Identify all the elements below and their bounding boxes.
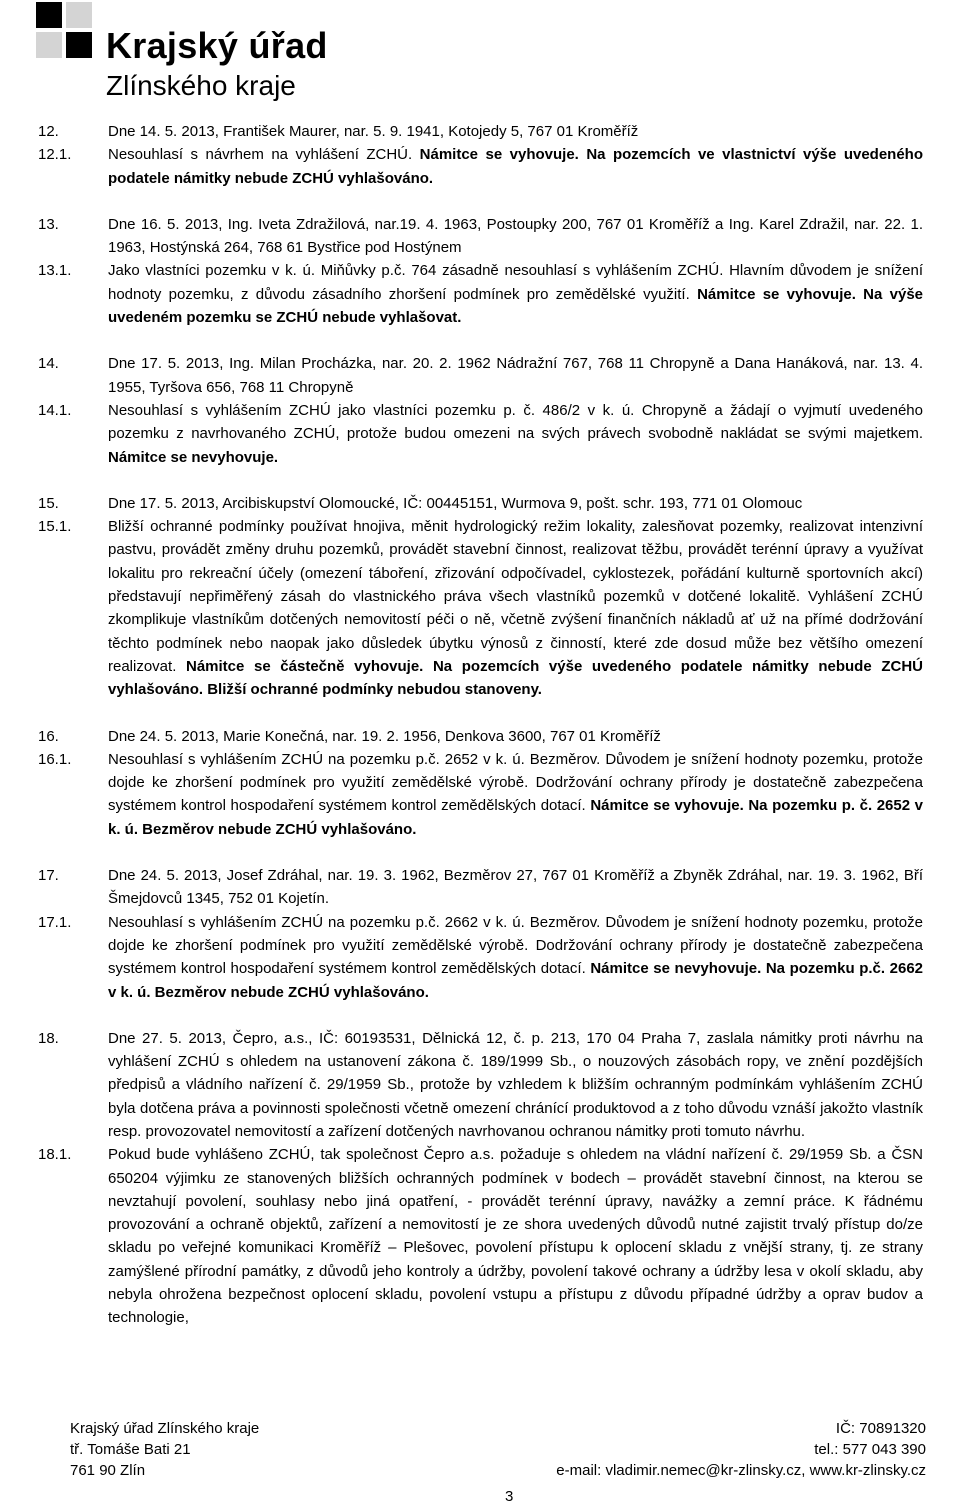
paragraph-number: 12.	[38, 123, 59, 140]
paragraph-number: 17.1.	[38, 913, 72, 931]
numbered-paragraph	[38, 748, 923, 841]
paragraph-number: 13.	[38, 215, 59, 233]
decision-text: Námitce se vyhovuje. Na pozemcích ve vlastnictví výše uvedeného podatele námitky nebude ZCHÚ vyhlašováno.	[108, 146, 924, 187]
paragraph-number: 18.1.	[38, 1146, 72, 1164]
objection-text: Dne 16. 5. 2013, Ing. Iveta Zdražilová, nar.19. 4. 1963, Postoupky 200, 767 01 Kroměříž a Ing. Karel Zdražil, nar. 22. 1. 1963, Hostýnská 264, 768 61 Bystřice pod Hostýnem	[108, 215, 923, 257]
logo-subtitle: Zlínského kraje	[106, 70, 296, 101]
paragraph-number: 17.	[38, 867, 59, 885]
objection-text: Pokud bude vyhlášeno ZCHÚ, tak společnost Čepro a.s. požaduje s ohledem na vládní nařízení č. 29/1959 Sb. a ČSN 650204 výjimku ze stanovených bližších ochranných podmínek v bodech – provádět stavební činnost, na kterou se nevztahují povolení, souhlasy nebo jiná opatření, - provádět terénní úpravy, navážky a zemní práce. K řádnému provozování a ochraně objektů, zařízení a nemovitostí je ze shora uvedených důvodů nutné zajistit trvalý přístup do/ze skladu po veřejné komunikaci Kroměříž – Plešovec, povolení přístupu k oplocení skladu z vnější strany, tj. ze strany zamýšlené přírodní památky, z důvodů jeho kontroly a údržby, povolení takové ochrany a údržby lesa v okolí skladu, aby nebyla ohrožena bezpečnost oplocení skladu, povolení vstupu a přístupu z důvodu případné údržby a oprav budov a technologie,	[108, 1146, 923, 1327]
paragraph-text	[108, 352, 923, 399]
paragraph-spacer	[38, 190, 923, 213]
footer-ic: IČ: 70891320	[835, 1420, 926, 1437]
logo-title: Krajský úřad	[106, 25, 328, 66]
page-number: 3	[505, 1488, 514, 1505]
numbered-paragraph	[38, 120, 923, 143]
objection-text: Dne 24. 5. 2013, Josef Zdráhal, nar. 19. 3. 1962, Bezměrov 27, 767 01 Kroměříž a Zbyněk Zdráhal, nar. 19. 3. 1962, Bří Šmejdovců 1345, 752 01 Kojetín.	[108, 867, 923, 908]
paragraph-text	[108, 515, 923, 701]
logo-squares-icon	[36, 2, 96, 64]
numbered-paragraph	[38, 725, 923, 748]
paragraph-spacer	[38, 841, 923, 864]
document-body	[38, 120, 923, 1330]
numbered-paragraph	[38, 399, 923, 469]
decision-text: Námitce se vyhovuje. Na výše uvedeném pozemku se ZCHÚ nebude vyhlašovat.	[108, 285, 924, 327]
paragraph-number: 14.	[38, 355, 59, 373]
numbered-paragraph	[38, 259, 923, 329]
paragraph-number: 14.1.	[38, 401, 72, 419]
objection-text: Nesouhlasí s vyhlášením ZCHÚ na pozemku p.č. 2662 v k. ú. Bezměrov. Důvodem je snížení hodnoty pozemku, protože dojde ke zhoršení podmínek pro využití zemědělské výrobě. Dodržování ochrany přírody je dostatečně zabezpečena systémem kontrol hospodaření systémem kontrol zemědělských dotací.	[108, 913, 923, 978]
decision-text: Námitce se nevyhovuje.	[108, 448, 279, 466]
paragraph-text	[108, 259, 923, 329]
paragraph-text	[108, 1027, 923, 1143]
numbered-paragraph	[38, 1143, 923, 1329]
paragraph-text	[108, 911, 923, 1004]
paragraph-spacer	[38, 329, 923, 352]
numbered-paragraph	[38, 492, 923, 515]
footer-contact	[556, 1418, 926, 1481]
paragraph-text	[108, 143, 923, 190]
decision-text: Námitce se částečně vyhovuje. Na pozemcích výše uvedeného podatele námitky nebude ZCHÚ vyhlašováno. Bližší ochranné podmínky nebudou stanoveny.	[108, 657, 923, 699]
paragraph-text	[108, 748, 923, 841]
objection-text: Dne 17. 5. 2013, Arcibiskupství Olomoucké, IČ: 00445151, Wurmova 9, pošt. schr. 193, 771 01 Olomouc	[108, 494, 803, 512]
paragraph-text	[108, 1143, 923, 1329]
paragraph-number: 18.	[38, 1029, 59, 1047]
paragraph-spacer	[38, 469, 923, 492]
footer-org: Krajský úřad Zlínského kraje	[70, 1420, 260, 1437]
objection-text: Dne 14. 5. 2013, František Maurer, nar. 5. 9. 1941, Kotojedy 5, 767 01 Kroměříž	[108, 123, 639, 140]
paragraph-text	[108, 725, 923, 748]
objection-text: Nesouhlasí s vyhlášením ZCHÚ na pozemku p.č. 2652 v k. ú. Bezměrov. Důvodem je snížení hodnoty pozemku, protože dojde ke zhoršení podmínek pro využití zemědělské výrobě. Dodržování ochrany přírody je dostatečně zabezpečena systémem kontrol hospodaření systémem kontrol zemědělských dotací.	[108, 750, 923, 815]
paragraph-spacer	[38, 1004, 923, 1027]
paragraph-number: 16.	[38, 727, 59, 745]
numbered-paragraph	[38, 352, 923, 399]
numbered-paragraph	[38, 911, 923, 1004]
page-footer	[0, 1418, 960, 1505]
paragraph-number: 12.1.	[38, 146, 72, 164]
decision-text: Námitce se nevyhovuje. Na pozemku p.č. 2662 v k. ú. Bezměrov nebude ZCHÚ vyhlašováno.	[108, 960, 923, 1001]
numbered-paragraph	[38, 143, 923, 190]
paragraph-number: 15.1.	[38, 518, 72, 536]
paragraph-text	[108, 213, 923, 260]
paragraph-text	[108, 492, 923, 515]
paragraph-text	[108, 399, 923, 469]
objection-text: Dne 24. 5. 2013, Marie Konečná, nar. 19. 2. 1956, Denkova 3600, 767 01 Kroměříž	[108, 727, 661, 745]
paragraph-text	[108, 120, 923, 143]
footer-city: 761 90 Zlín	[70, 1462, 146, 1479]
paragraph-number: 16.1.	[38, 750, 72, 768]
numbered-paragraph	[38, 515, 923, 701]
footer-tel: tel.: 577 043 390	[814, 1441, 926, 1458]
paragraph-number: 15.	[38, 494, 59, 512]
footer-address	[70, 1418, 259, 1481]
numbered-paragraph	[38, 864, 923, 911]
objection-text: Dne 17. 5. 2013, Ing. Milan Procházka, nar. 20. 2. 1962 Nádražní 767, 768 11 Chropyně a Dana Hanáková, nar. 13. 4. 1955, Tyršova 656, 768 11 Chropyně	[108, 355, 923, 396]
footer-email-web: e-mail: vladimir.nemec@kr-zlinsky.cz, www.kr-zlinsky.cz	[556, 1462, 926, 1479]
objection-text: Bližší ochranné podmínky používat hnojiva, měnit hydrologický režim lokality, zalesňovat pozemky, realizovat intenzivní pastvu, provádět změny druhu pozemků, provádět stavební činnost, realizovat těžbu, provádět terénní úpravy a využívat lokalitu pro rekreační účely (omezení táboření, zřizování odpočívadel, cyklostezek, pořádání kulturně sportovních akcí) představují nepřiměřený zásah do vlastnického práva všech vlastníků pozemků v dotčené lokalitě. Vyhlášení ZCHÚ zkomplikuje vlastníkům dotčených nemovitostí péči o ně, včetně zvýšení finančních nákladů ať už na přímé dodržování těchto podmínek nebo naopak jako důsledek úbytku výnosů z činností, které zde dosud může bez většího omezení realizovat.	[108, 518, 923, 675]
paragraph-spacer	[38, 702, 923, 725]
objection-text: Dne 27. 5. 2013, Čepro, a.s., IČ: 60193531, Dělnická 12, č. p. 213, 170 04 Praha 7, zaslala námitky proti návrhu na vyhlášení ZCHÚ s ohledem na ustanovení zákona č. 189/1999 Sb., o nouzových zásobách ropy, ve znění pozdějších předpisů a vládního nařízení č. 29/1959 Sb., protože by vzhledem k bližším ochranným podmínkám vyhlášením ZCHÚ byla dotčena práva a povinnosti společnosti včetně omezení chránící produktovod a z toho důvodu vznáší jakožto vlastník resp. provozovatel nemovitostí a zařízení dotčených navrhovanou ochranou námitky proti tomuto návrhu.	[108, 1029, 923, 1140]
objection-text: Nesouhlasí s návrhem na vyhlášení ZCHÚ.	[108, 146, 420, 164]
paragraph-number: 13.1.	[38, 262, 72, 280]
numbered-paragraph	[38, 1027, 923, 1143]
objection-text: Jako vlastníci pozemku v k. ú. Miňůvky p.č. 764 zásadně nesouhlasí s vyhlášením ZCHÚ. Hlavním důvodem je snížení hodnoty pozemku, z důvodu zásadního zhoršení podmínek pro zemědělské využití.	[108, 262, 923, 303]
footer-street: tř. Tomáše Bati 21	[70, 1441, 191, 1458]
paragraph-text	[108, 864, 923, 911]
decision-text: Námitce se vyhovuje. Na pozemku p. č. 2652 v k. ú. Bezměrov nebude ZCHÚ vyhlašováno.	[108, 797, 924, 838]
numbered-paragraph	[38, 213, 923, 260]
objection-text: Nesouhlasí s vyhlášením ZCHÚ jako vlastníci pozemku p. č. 486/2 v k. ú. Chropyně a žádají o vyjmutí uvedeného pozemku z navrhovaného ZCHÚ, protože budou omezeni na svých právech svobodně nakládat se svými majetkem.	[108, 401, 923, 443]
